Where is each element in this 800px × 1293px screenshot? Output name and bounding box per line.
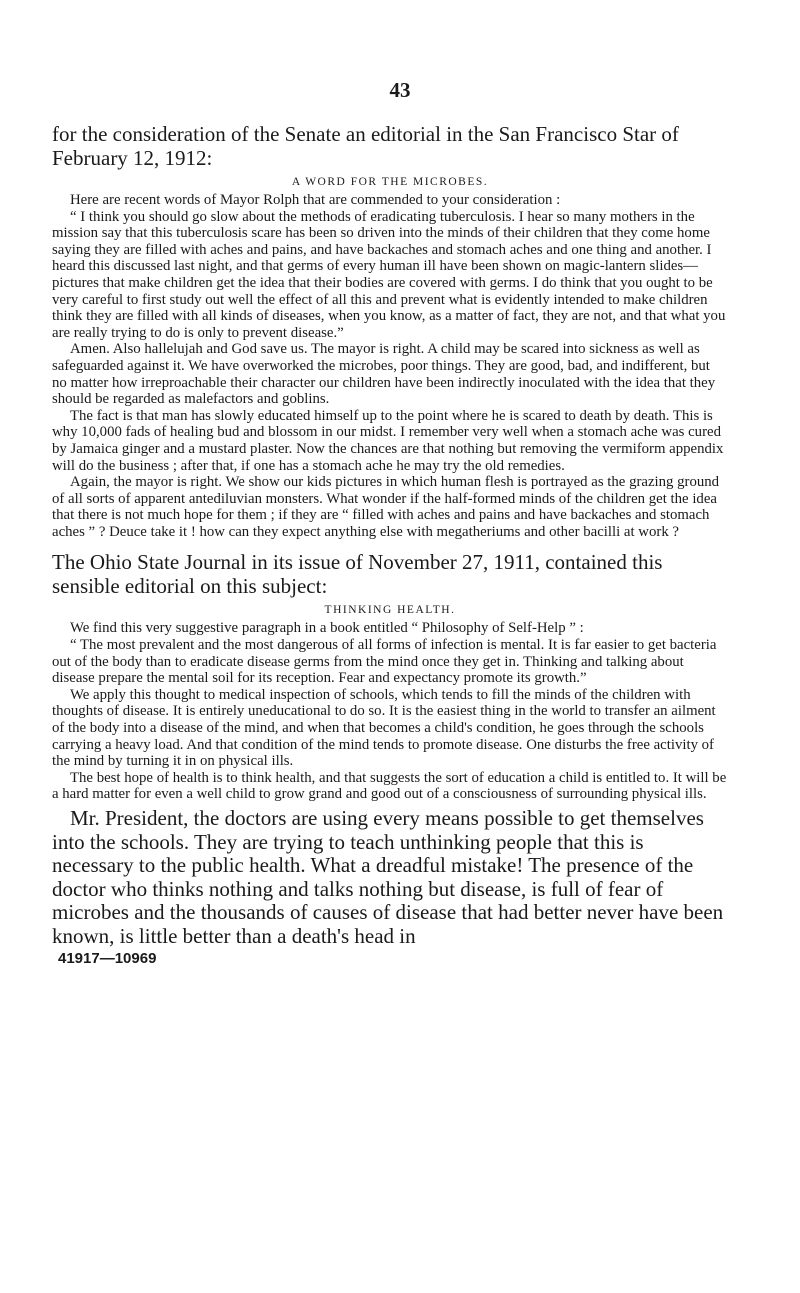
editorial-heading-1: A WORD FOR THE MICROBES. [291,176,489,188]
editorial-1-paragraph: Amen. Also hallelujah and God save us. The mayor is right. A child may be scared into sickness as well as safeguarded against it. We have overworked the microbes, poor things. They are good, bad, and indifferent, but no matter how irreproachable their character our children have been indirectly inoculated with the idea that they should be regarded as malefactors and goblins. [52,341,716,408]
editorial-1-paragraph: Again, the mayor is right. We show our kids pictures in which human flesh is portrayed as the grazing ground of all sorts of apparent antediluvian monsters. What wonder if the half-formed minds of the children get the idea that there is not much hope for them ; if they are “ filled with aches and pains and have backaches and stomach aches ” ? Deuce take it ! how can they expect anything else with megatheriums and other bacilli at work ? [52,474,720,540]
editorial-2-paragraph: “ The most prevalent and the most dangerous of all forms of infection is mental. It is far easier to get bacteria out of the body than to eradicate disease germs from the mind once they get in. Thinking and talking about disease prepare the mental soil for its reception. Fear and expectancy promote its growth.” [52,637,717,687]
editorial-heading-2: THINKING HEALTH. [324,604,456,617]
editorial-1-paragraph: Here are recent words of Mayor Rolph that are commended to your consideration : [70,192,561,208]
editorial-2-paragraph: The best hope of health is to think health, and that suggests the sort of education a child is entitled to. It will be a hard matter for even a well child to grow grand and good out of a consciousness of surrounding physical ills. [52,769,727,803]
closing-paragraph: Mr. President, the doctors are using every means possible to get themselves into the schools. They are trying to teach unthinking people that this is necessary to the public health. What a dreadful mistake! The presence of the doctor who thinks nothing and talks nothing but disease, is full of fear of microbes and the thousands of causes of disease that had better never have been known, is little better than a death's head in [52,806,724,948]
closing-text [52,807,728,948]
page-number: 43 [389,78,411,102]
editorial-2-paragraph: We find this very suggestive paragraph in a book entitled “ Philosophy of Self-Help ” : [70,620,584,637]
editorial-1-paragraph: The fact is that man has slowly educated himself up to the point where he is scared to death by death. This is why 10,000 fads of healing bud and blossom in our midst. I remember very well when a stomach ache was cured by Jamaica ginger and a mustard plaster. Now the chances are that nothing but removing the vermiform appendix will do the business ; after that, if one has a stomach ache he may try the old remedies. [52,407,724,474]
editorial-2-paragraph: We apply this thought to medical inspection of schools, which tends to fill the minds of the children with thoughts of disease. It is entirely uneducational to do so. It is the easiest thing in the world to transfer an ailment of the body into a disease of the mind, and when that becomes a child's condition, he goes through the schools carrying a heavy load. And that condition of the mind tends to promote disease. One disturbs the free activity of the mind by turning it in on physical ills. [52,686,716,770]
editorial-text-2 [52,620,728,803]
intro-paragraph-1: for the consideration of the Senate an editorial in the San Francisco Star of February 12, 1912: [52,122,679,170]
footer-code: 41917—10969 [58,950,157,967]
editorial-1-paragraph: “ I think you should go slow about the methods of eradicating tuberculosis. I hear so many mothers in the mission say that this tuberculosis scare has been so driven into the minds of their children that they come home saying they are filled with aches and pains, and have backaches and stomach aches and one thing and another. I heard this discussed last night, and that germs of every human ill have been shown on magic-lantern slides—pictures that make children get the idea that their bodies are covered with germs. I do think that you ought to be very careful to first study out well the effect of all this and prevent what is evidently intended to make children think they are filled with all kinds of diseases, when you know, as a matter of fact, they are not, and that what you are really trying to do is only to prevent disease.” [52,208,726,341]
intro-paragraph-2: The Ohio State Journal in its issue of November 27, 1911, contained this sensible editorial on this subject: [52,550,663,599]
editorial-text-1 [52,192,728,540]
